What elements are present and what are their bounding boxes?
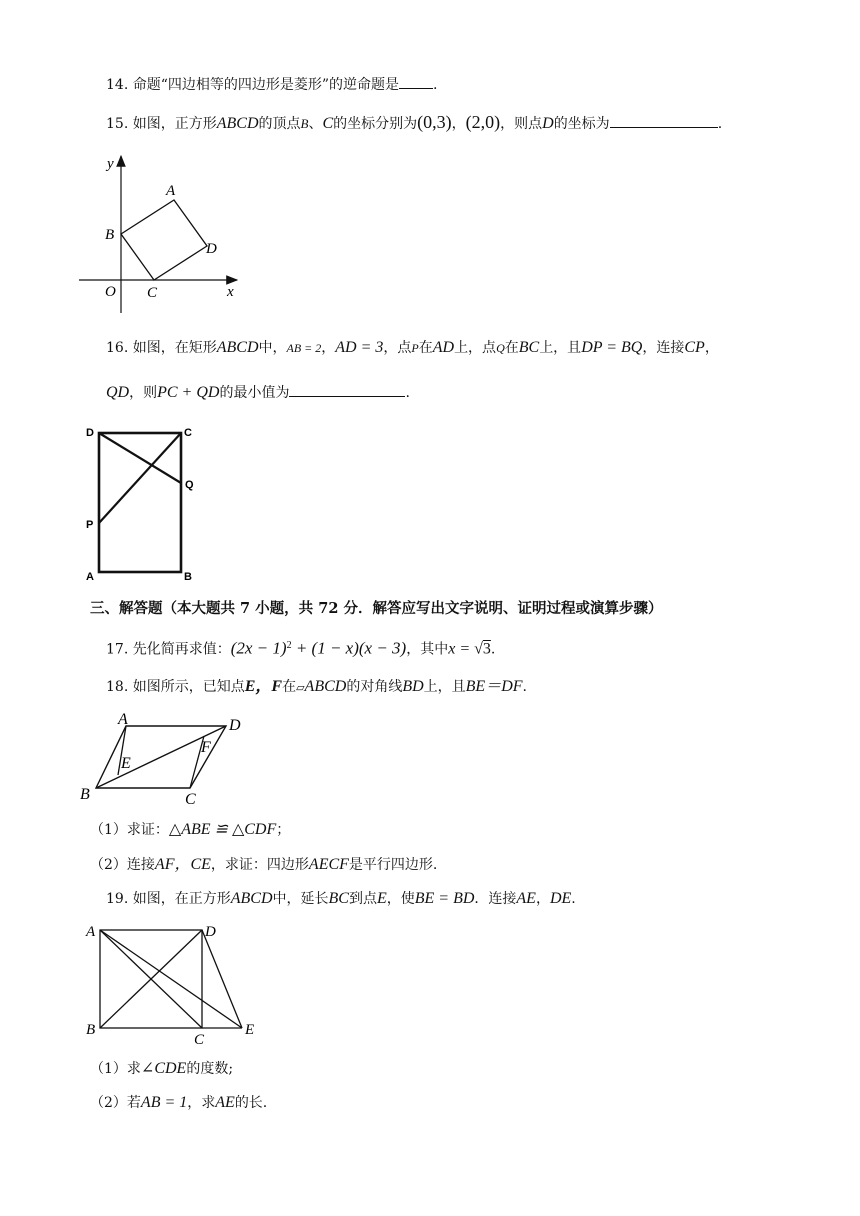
segment-ae — [100, 930, 242, 1028]
label-d: D — [206, 241, 217, 257]
question-19-part-2: （2）若AB = 1，求AE的长. — [90, 1094, 268, 1111]
rectangle-abcd — [99, 433, 181, 572]
square-abcd — [121, 200, 207, 280]
label-y: y — [107, 156, 114, 172]
label-q: Q — [185, 479, 194, 491]
label-f: F — [201, 739, 211, 756]
square-extension-figure — [80, 918, 270, 1048]
label-c: C — [184, 427, 192, 439]
label-c: C — [185, 791, 196, 808]
label-c: C — [194, 1032, 205, 1048]
label-e: E — [245, 1022, 255, 1038]
question-number: 14. — [106, 77, 129, 93]
parallelogram-figure — [76, 708, 256, 808]
label-a: A — [86, 571, 94, 583]
question-number: 16. — [106, 340, 129, 356]
label-d: D — [86, 427, 94, 439]
label-b: B — [86, 1022, 96, 1038]
answer-blank[interactable] — [289, 382, 405, 397]
label-b: B — [105, 227, 115, 243]
section-heading: 三、解答题（本大题共 7 小题，共 72 分．解答应写出文字说明、证明过程或演算步骤） — [90, 600, 663, 617]
question-18-part-2: （2）连接AF，CE，求证：四边形AECF是平行四边形. — [90, 856, 438, 873]
question-number: 15. — [106, 116, 129, 132]
label-d: D — [205, 924, 216, 940]
label-e: E — [121, 755, 131, 772]
question-number: 18. — [106, 679, 129, 695]
diagonal-bd — [96, 726, 226, 788]
label-a: A — [86, 924, 96, 940]
question-text: 命题“四边相等的四边形是菱形”的逆命题是 — [132, 77, 400, 93]
question-14: 14. 命题“四边相等的四边形是菱形”的逆命题是 . — [106, 74, 438, 95]
question-number: 19. — [106, 891, 129, 907]
question-19-part-1: （1）求∠CDE的度数; — [90, 1060, 234, 1077]
question-18-part-1: （1）求证：△ABE ≌ △CDF； — [90, 821, 291, 838]
question-17: 17. 先化简再求值：$(2x - 1)^2 + (1 - x)(x - 3)$，其中x = √3. — [106, 638, 496, 658]
segment-dq — [99, 433, 181, 483]
label-d: D — [229, 717, 241, 734]
label-a: A — [166, 183, 176, 199]
question-16: 16. 如图，在矩形ABCD中，AB = 2，AD = 3，点P在AD上，点Q在BC上，且DP = BQ，连接CP， — [106, 339, 719, 356]
answer-blank[interactable] — [399, 74, 433, 89]
rectangle-figure — [80, 422, 220, 582]
question-15: 15. 如图，正方形ABCD的顶点B、C的坐标分别为(0,3)，(2,0)，则点D的坐标为 . — [106, 112, 723, 132]
label-a: A — [118, 711, 128, 728]
segment-cp — [99, 433, 181, 523]
segment-de — [202, 930, 242, 1028]
label-b: B — [184, 571, 192, 583]
label-p: P — [86, 519, 94, 531]
label-c: C — [147, 285, 158, 301]
question-number: 17. — [106, 641, 129, 658]
label-b: B — [80, 786, 90, 803]
question-18: 18. 如图所示，已知点E，F在▱ABCD的对角线BD上，且BE＝DF. — [106, 678, 527, 695]
question-16-cont: QD，则PC + QD的最小值为 . — [106, 384, 410, 401]
label-o: O — [105, 284, 116, 300]
answer-blank[interactable] — [610, 113, 718, 128]
coordinate-square-figure — [75, 148, 245, 318]
question-19: 19. 如图，在正方形ABCD中，延长BC到点E，使BE = BD．连接AE，DE. — [106, 890, 576, 907]
label-x: x — [227, 284, 234, 300]
